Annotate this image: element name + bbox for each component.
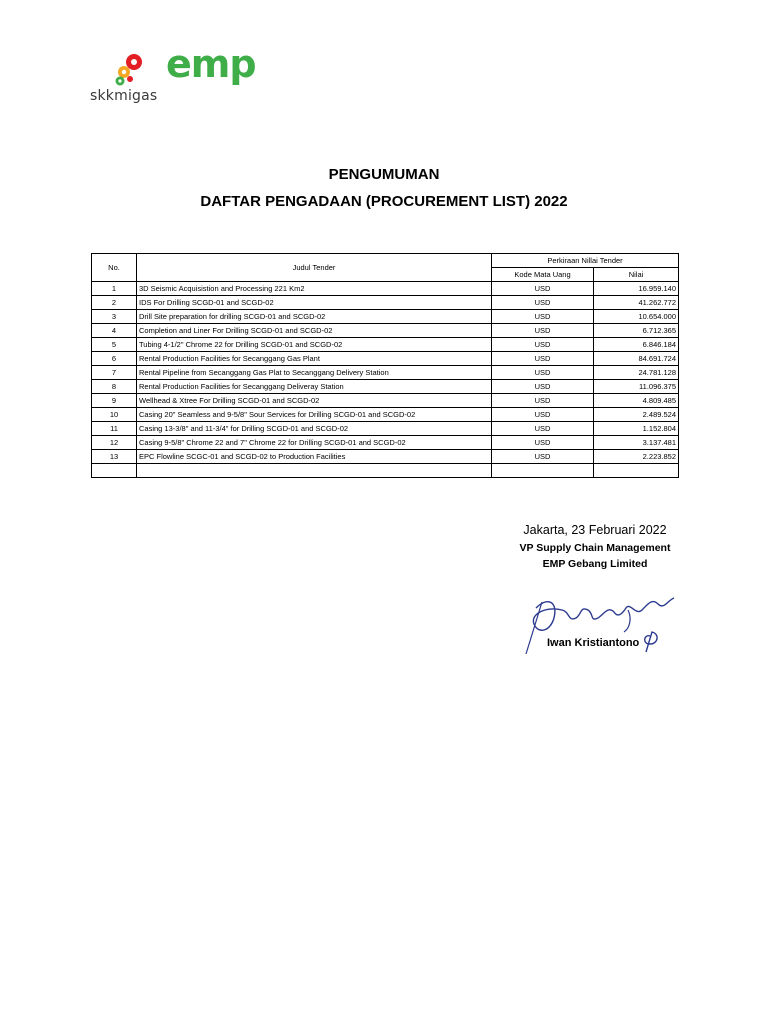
- table-row: [92, 464, 679, 478]
- table-row: [92, 422, 679, 436]
- row-value: 2.489.524: [594, 408, 679, 422]
- row-currency: [492, 464, 594, 478]
- row-value: 84.691.724: [594, 352, 679, 366]
- row-currency: USD: [492, 366, 594, 380]
- row-number: 2: [92, 296, 137, 310]
- row-tender-title: Casing 13-3/8" and 11-3/4" for Drilling SCGD-01 and SCGD-02: [137, 422, 492, 436]
- row-currency: USD: [492, 338, 594, 352]
- row-tender-title: 3D Seismic Acquisistion and Processing 221 Km2: [137, 282, 492, 296]
- row-tender-title: Casing 9-5/8" Chrome 22 and 7" Chrome 22 for Drilling SCGD-01 and SCGD-02: [137, 436, 492, 450]
- row-currency: USD: [492, 310, 594, 324]
- row-number: 1: [92, 282, 137, 296]
- row-tender-title: Rental Production Facilities for Secanggang Gas Plant: [137, 352, 492, 366]
- row-currency: USD: [492, 296, 594, 310]
- row-value: 11.096.375: [594, 380, 679, 394]
- row-value: 3.137.481: [594, 436, 679, 450]
- row-number: 9: [92, 394, 137, 408]
- table-row: [92, 352, 679, 366]
- table-row: [92, 338, 679, 352]
- row-number: 5: [92, 338, 137, 352]
- row-number: 12: [92, 436, 137, 450]
- table-row: [92, 296, 679, 310]
- row-value: 24.781.128: [594, 366, 679, 380]
- row-tender-title: Rental Pipeline from Secanggang Gas Plat to Secanggang Delivery Station: [137, 366, 492, 380]
- row-currency: USD: [492, 394, 594, 408]
- row-value: 16.959.140: [594, 282, 679, 296]
- row-currency: USD: [492, 282, 594, 296]
- row-number: 6: [92, 352, 137, 366]
- row-currency: USD: [492, 422, 594, 436]
- header-value: Nilai: [594, 268, 679, 282]
- row-tender-title: Tubing 4-1/2" Chrome 22 for Drilling SCGD-01 and SCGD-02: [137, 338, 492, 352]
- table-row: [92, 380, 679, 394]
- table-row: [92, 366, 679, 380]
- row-value: 6.846.184: [594, 338, 679, 352]
- table-row: [92, 394, 679, 408]
- procurement-table: [91, 253, 679, 478]
- signature-place-date: Jakarta, 23 Februari 2022: [523, 523, 667, 537]
- table-row: [92, 408, 679, 422]
- row-currency: USD: [492, 450, 594, 464]
- row-number: 4: [92, 324, 137, 338]
- header-no: No.: [92, 254, 137, 282]
- row-currency: USD: [492, 380, 594, 394]
- row-currency: USD: [492, 324, 594, 338]
- row-number: 8: [92, 380, 137, 394]
- row-tender-title: [137, 464, 492, 478]
- row-tender-title: Rental Production Facilities for Secanggang Deliveray Station: [137, 380, 492, 394]
- table-row: [92, 282, 679, 296]
- row-currency: USD: [492, 408, 594, 422]
- row-currency: USD: [492, 436, 594, 450]
- header-currency: Kode Mata Uang: [492, 268, 594, 282]
- row-tender-title: Completion and Liner For Drilling SCGD-01 and SCGD-02: [137, 324, 492, 338]
- row-value: 2.223.852: [594, 450, 679, 464]
- row-value: [594, 464, 679, 478]
- row-number: 7: [92, 366, 137, 380]
- row-tender-title: Drill Site preparation for drilling SCGD-01 and SCGD-02: [137, 310, 492, 324]
- signatory-name: Iwan Kristiantono: [547, 637, 640, 649]
- row-number: 3: [92, 310, 137, 324]
- row-tender-title: EPC Flowline SCGC-01 and SCGD-02 to Production Facilities: [137, 450, 492, 464]
- table-row: [92, 450, 679, 464]
- page-title: PENGUMUMAN: [328, 166, 440, 183]
- header-title: Judul Tender: [137, 254, 492, 282]
- row-tender-title: Wellhead & Xtree For Drilling SCGD-01 and SCGD-02: [137, 394, 492, 408]
- row-number: 11: [92, 422, 137, 436]
- row-value: 1.152.804: [594, 422, 679, 436]
- row-value: 10.654.000: [594, 310, 679, 324]
- row-tender-title: IDS For Drilling SCGD-01 and SCGD-02: [137, 296, 492, 310]
- row-currency: USD: [492, 352, 594, 366]
- row-number: [92, 464, 137, 478]
- row-tender-title: Casing 20" Seamless and 9-5/8" Sour Services for Drilling SCGD-01 and SCGD-02: [137, 408, 492, 422]
- row-value: 4.809.485: [594, 394, 679, 408]
- skkmigas-logo-icon: [90, 48, 170, 88]
- header-estimated-value: Perkiraan Nillai Tender: [492, 254, 679, 268]
- signature-role: VP Supply Chain Management: [519, 542, 671, 554]
- row-number: 10: [92, 408, 137, 422]
- skkmigas-wordmark: skkmigas: [90, 88, 158, 104]
- signature-company: EMP Gebang Limited: [542, 558, 648, 570]
- row-value: 6.712.365: [594, 324, 679, 338]
- row-value: 41.262.772: [594, 296, 679, 310]
- emp-wordmark: emp: [166, 42, 256, 86]
- row-number: 13: [92, 450, 137, 464]
- table-row: [92, 324, 679, 338]
- page-subtitle: DAFTAR PENGADAAN (PROCUREMENT LIST) 2022: [200, 193, 568, 210]
- table-row: [92, 436, 679, 450]
- company-logo: [90, 42, 260, 110]
- table-row: [92, 310, 679, 324]
